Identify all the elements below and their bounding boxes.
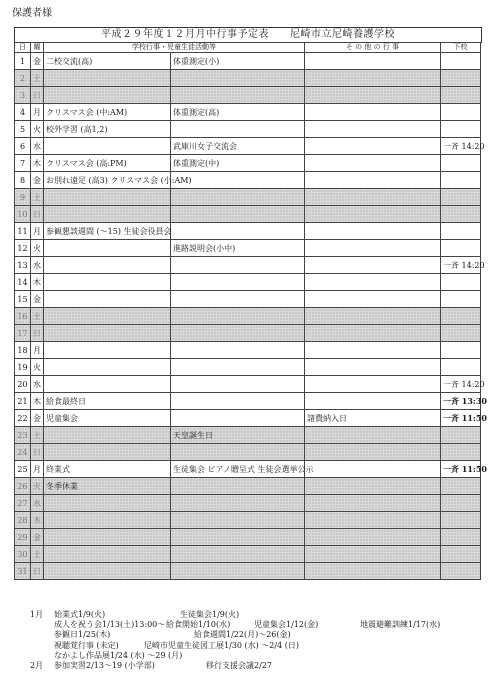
day-row	[15, 121, 481, 138]
day-number: 8	[15, 172, 31, 189]
other-event	[305, 325, 441, 342]
day-number: 20	[15, 376, 31, 393]
day-number: 14	[15, 274, 31, 291]
day-row	[15, 70, 481, 87]
dismissal-time	[441, 189, 481, 206]
school-event	[44, 512, 171, 529]
school-event-detail: 体重測定(中)	[171, 155, 305, 172]
footer-note: 移行支援会議2/27	[206, 660, 272, 670]
footer-note: 児童集会1/12(金)	[254, 620, 319, 630]
school-event-detail: 天皇誕生日	[171, 427, 305, 444]
day-number: 4	[15, 104, 31, 121]
dismissal-time	[441, 444, 481, 461]
dismissal-time: 一斉 11:50	[441, 410, 481, 427]
school-event	[44, 376, 171, 393]
day-number: 6	[15, 138, 31, 155]
school-event	[44, 495, 171, 512]
other-event	[305, 359, 441, 376]
dismissal-time	[441, 70, 481, 87]
school-event	[44, 70, 171, 87]
dismissal-time	[441, 240, 481, 257]
day-number: 25	[15, 461, 31, 478]
other-event	[305, 87, 441, 104]
other-event	[305, 546, 441, 563]
dismissal-time	[441, 546, 481, 563]
day-row	[15, 563, 481, 580]
day-number: 13	[15, 257, 31, 274]
day-number: 10	[15, 206, 31, 223]
day-of-week: 月	[31, 104, 44, 121]
day-number: 24	[15, 444, 31, 461]
school-event: お別れ遠足 (高3) クリスマス会 (小:AM)	[44, 172, 171, 189]
dismissal-time	[441, 342, 481, 359]
dismissal-time	[441, 478, 481, 495]
school-event-detail	[171, 206, 305, 223]
day-number: 3	[15, 87, 31, 104]
day-row	[15, 189, 481, 206]
day-number: 12	[15, 240, 31, 257]
col-dismissal: 下校	[441, 43, 481, 53]
footer-note: 給食週間1/22(月)～26(金)	[194, 630, 291, 640]
other-event	[305, 104, 441, 121]
day-of-week: 日	[31, 325, 44, 342]
dismissal-time: 一斉 13:30	[441, 393, 481, 410]
school-event	[44, 444, 171, 461]
day-number: 18	[15, 342, 31, 359]
day-row	[15, 138, 481, 155]
day-row	[15, 393, 481, 410]
day-row	[15, 206, 481, 223]
dismissal-time	[441, 427, 481, 444]
page-title: 平成２９年度１２月月中行事予定表 尼崎市立尼崎養護学校	[14, 27, 482, 43]
school-event-detail	[171, 376, 305, 393]
day-of-week: 水	[31, 495, 44, 512]
day-of-week: 火	[31, 359, 44, 376]
day-number: 23	[15, 427, 31, 444]
school-event	[44, 308, 171, 325]
other-event	[305, 308, 441, 325]
school-event	[44, 359, 171, 376]
dismissal-time: 一斉 14:20	[441, 376, 481, 393]
day-row	[15, 172, 481, 189]
footer-note: なかよし作品展1/24 (水) ～29 (月)	[54, 650, 183, 660]
school-event-detail	[171, 529, 305, 546]
footer-note: 生徒集会1/9(火)	[180, 610, 240, 619]
day-of-week: 水	[31, 138, 44, 155]
day-number: 28	[15, 512, 31, 529]
footer-notes	[30, 610, 480, 671]
day-of-week: 火	[31, 121, 44, 138]
school-event-detail	[171, 512, 305, 529]
other-event	[305, 172, 441, 189]
other-event	[305, 393, 441, 410]
day-row	[15, 529, 481, 546]
header-row	[15, 43, 481, 53]
other-event	[305, 444, 441, 461]
day-row	[15, 376, 481, 393]
school-event	[44, 206, 171, 223]
school-event	[44, 240, 171, 257]
school-event: 給食最終日	[44, 393, 171, 410]
school-event-detail	[171, 444, 305, 461]
other-event	[305, 121, 441, 138]
day-of-week: 日	[31, 444, 44, 461]
day-row	[15, 512, 481, 529]
dismissal-time: 一斉 14:20	[441, 257, 481, 274]
day-number: 5	[15, 121, 31, 138]
school-event-detail	[171, 563, 305, 580]
other-event: 諸費納入日	[305, 410, 441, 427]
day-row	[15, 546, 481, 563]
school-event	[44, 529, 171, 546]
day-number: 27	[15, 495, 31, 512]
school-event-detail	[171, 274, 305, 291]
day-of-week: 木	[31, 274, 44, 291]
school-event-detail	[171, 359, 305, 376]
day-number: 15	[15, 291, 31, 308]
day-number: 22	[15, 410, 31, 427]
school-event-detail	[171, 478, 305, 495]
dismissal-time	[441, 308, 481, 325]
school-event: 校外学習 (高1,2)	[44, 121, 171, 138]
dismissal-time	[441, 291, 481, 308]
other-event	[305, 189, 441, 206]
other-event	[305, 257, 441, 274]
dismissal-time	[441, 512, 481, 529]
other-event	[305, 376, 441, 393]
school-event	[44, 87, 171, 104]
other-event	[305, 240, 441, 257]
day-row	[15, 87, 481, 104]
other-event	[305, 70, 441, 87]
dismissal-time	[441, 529, 481, 546]
day-of-week: 土	[31, 189, 44, 206]
day-number: 26	[15, 478, 31, 495]
day-row	[15, 291, 481, 308]
day-row	[15, 104, 481, 121]
day-of-week: 月	[31, 461, 44, 478]
footer-note: 尼崎市児童生徒図工展1/30 (水) ～2/4 (日)	[144, 640, 299, 650]
day-of-week: 月	[31, 223, 44, 240]
footer-note: 地震避難訓練1/17(水)	[360, 620, 441, 630]
dismissal-time	[441, 53, 481, 70]
school-event-detail	[171, 189, 305, 206]
school-event-detail: 武庫川女子交流会	[171, 138, 305, 155]
footer-note: 給食開始1/10(水)	[166, 620, 231, 630]
day-row	[15, 274, 481, 291]
day-row	[15, 53, 481, 70]
school-event-detail	[171, 495, 305, 512]
day-of-week: 金	[31, 53, 44, 70]
footer-note: 参加実習2/13～19 (小学部)	[54, 660, 155, 670]
school-event	[44, 325, 171, 342]
school-event	[44, 257, 171, 274]
school-event-detail: 進路説明会(小中)	[171, 240, 305, 257]
day-row	[15, 495, 481, 512]
other-event	[305, 529, 441, 546]
school-event-detail: 体重測定(小)	[171, 53, 305, 70]
other-event	[305, 155, 441, 172]
dismissal-time	[441, 359, 481, 376]
school-event-detail	[171, 546, 305, 563]
footer-note: 参観日1/25(木)	[54, 630, 111, 640]
other-event	[305, 138, 441, 155]
school-event-detail	[171, 325, 305, 342]
school-event-detail: 体重測定(高)	[171, 104, 305, 121]
day-of-week: 日	[31, 87, 44, 104]
school-event	[44, 342, 171, 359]
other-event	[305, 478, 441, 495]
day-number: 29	[15, 529, 31, 546]
school-event	[44, 138, 171, 155]
day-of-week: 月	[31, 342, 44, 359]
other-event	[305, 563, 441, 580]
dismissal-time	[441, 274, 481, 291]
footer-note: 視聴覚行事 (未定)	[54, 640, 119, 650]
day-of-week: 木	[31, 512, 44, 529]
school-event-detail	[171, 291, 305, 308]
other-event	[305, 495, 441, 512]
day-number: 17	[15, 325, 31, 342]
day-of-week: 木	[31, 393, 44, 410]
school-event-detail	[171, 342, 305, 359]
school-event-detail	[171, 70, 305, 87]
day-row	[15, 257, 481, 274]
schedule-table	[14, 42, 488, 580]
day-row	[15, 427, 481, 444]
day-of-week: 日	[31, 563, 44, 580]
dismissal-time: 一斉 11:50	[441, 461, 481, 478]
other-event	[305, 206, 441, 223]
school-event: クリスマス会 (中:AM)	[44, 104, 171, 121]
col-school: 学校行事・児童生徒活動等	[44, 43, 305, 53]
day-of-week: 木	[31, 155, 44, 172]
day-row	[15, 308, 481, 325]
school-event	[44, 546, 171, 563]
day-number: 30	[15, 546, 31, 563]
day-row	[15, 359, 481, 376]
day-row	[15, 223, 481, 240]
dismissal-time	[441, 206, 481, 223]
school-event-detail	[171, 223, 305, 240]
school-event: 終業式	[44, 461, 171, 478]
school-event-detail	[171, 87, 305, 104]
day-number: 1	[15, 53, 31, 70]
day-of-week: 土	[31, 427, 44, 444]
day-of-week: 日	[31, 206, 44, 223]
other-event	[305, 223, 441, 240]
footer-month-feb: 2月	[30, 660, 44, 670]
day-row	[15, 461, 481, 478]
day-number: 16	[15, 308, 31, 325]
day-row	[15, 342, 481, 359]
footer-note: 始業式1/9(火)	[54, 610, 106, 619]
day-number: 21	[15, 393, 31, 410]
dismissal-time: 一斉 14:20	[441, 138, 481, 155]
day-number: 9	[15, 189, 31, 206]
school-event-detail: 生徒集会 ピアノ贈呈式 生徒会選挙公示	[171, 461, 305, 478]
addressee: 保護者様	[12, 8, 52, 19]
dismissal-time	[441, 104, 481, 121]
school-event	[44, 563, 171, 580]
dismissal-time	[441, 172, 481, 189]
day-of-week: 土	[31, 546, 44, 563]
school-event-detail	[171, 393, 305, 410]
other-event	[305, 342, 441, 359]
dismissal-time	[441, 155, 481, 172]
day-of-week: 土	[31, 308, 44, 325]
day-row	[15, 325, 481, 342]
school-event	[44, 427, 171, 444]
school-event	[44, 274, 171, 291]
school-event: 冬季休業	[44, 478, 171, 495]
school-event: 参観懇談週間 (～15) 生徒会役員会	[44, 223, 171, 240]
dismissal-time	[441, 563, 481, 580]
day-row	[15, 444, 481, 461]
dismissal-time	[441, 495, 481, 512]
day-of-week: 金	[31, 529, 44, 546]
col-other: そ の 他 の 行 事	[305, 43, 441, 53]
dismissal-time	[441, 121, 481, 138]
school-event: 二校交流(高)	[44, 53, 171, 70]
day-of-week: 金	[31, 172, 44, 189]
dismissal-time	[441, 223, 481, 240]
school-event: 児童集会	[44, 410, 171, 427]
school-event-detail	[171, 308, 305, 325]
day-row	[15, 155, 481, 172]
col-dow: 曜	[31, 43, 44, 53]
day-number: 19	[15, 359, 31, 376]
other-event	[305, 291, 441, 308]
day-number: 7	[15, 155, 31, 172]
day-of-week: 火	[31, 478, 44, 495]
day-number: 11	[15, 223, 31, 240]
day-of-week: 金	[31, 291, 44, 308]
footer-note: 成人を祝う会1/13(土)13:00～	[54, 620, 166, 630]
school-event	[44, 189, 171, 206]
other-event	[305, 427, 441, 444]
day-of-week: 水	[31, 376, 44, 393]
day-number: 2	[15, 70, 31, 87]
day-of-week: 土	[31, 70, 44, 87]
school-event-detail	[171, 121, 305, 138]
footer-month-jan: 1月	[30, 610, 44, 619]
day-row	[15, 240, 481, 257]
day-row	[15, 478, 481, 495]
school-event-detail	[171, 257, 305, 274]
dismissal-time	[441, 87, 481, 104]
other-event	[305, 512, 441, 529]
school-event-detail	[171, 410, 305, 427]
day-of-week: 金	[31, 410, 44, 427]
other-event	[305, 53, 441, 70]
day-of-week: 水	[31, 257, 44, 274]
other-event	[305, 274, 441, 291]
dismissal-time	[441, 325, 481, 342]
other-event	[305, 461, 441, 478]
school-event	[44, 291, 171, 308]
col-day: 日	[15, 43, 31, 53]
day-row	[15, 410, 481, 427]
school-event: クリスマス会 (高:PM)	[44, 155, 171, 172]
day-of-week: 火	[31, 240, 44, 257]
day-number: 31	[15, 563, 31, 580]
